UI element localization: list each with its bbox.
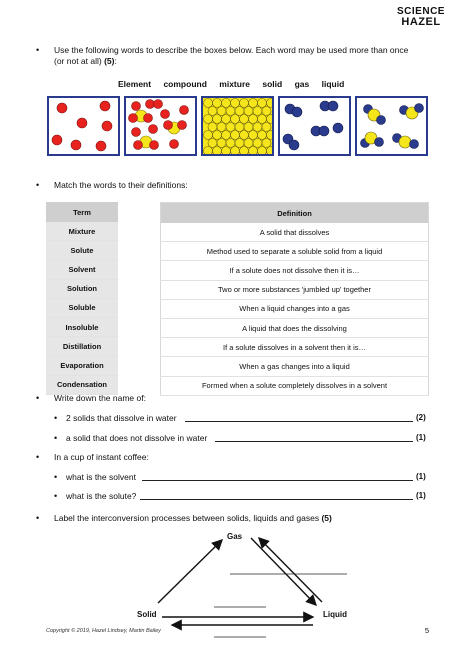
definition-cell: If a solute does not dissolve then it is…	[161, 261, 429, 280]
term-cell: Insoluble	[46, 317, 118, 336]
word-mixture: mixture	[219, 79, 250, 89]
q3-item1: 2 solids that dissolve in water	[66, 413, 177, 423]
bullet: •	[36, 452, 40, 462]
word-liquid: liquid	[321, 79, 345, 89]
term-cell: Mixture	[46, 222, 118, 241]
bullet: •	[54, 433, 58, 443]
q1-prompt-line2: (or not at all)	[54, 56, 102, 66]
q1-prompt-line1: Use the following words to describe the boxes below. Each word may be used more than once	[54, 45, 409, 55]
term-cell: Condensation	[46, 375, 118, 394]
word-compound: compound	[163, 79, 207, 89]
label-solid: Solid	[137, 610, 157, 619]
q1-prompt: Use the following words to describe the boxes below. Each word may be used more than once (or not at all) (5):	[54, 45, 409, 66]
arrow-solid-to-gas	[158, 540, 222, 603]
term-cell: Solvent	[46, 260, 118, 279]
bullet: •	[36, 180, 40, 190]
term-cell: Solute	[46, 241, 118, 260]
term-cell: Soluble	[46, 298, 118, 317]
word-element: Element	[118, 79, 152, 89]
arrow-gas-to-liquid	[251, 538, 316, 605]
term-cell: Solution	[46, 279, 118, 298]
page-number: 5	[424, 626, 429, 635]
q1-marks: (5)	[104, 56, 115, 66]
word-gas: gas	[294, 79, 310, 89]
bullet: •	[54, 413, 58, 423]
arrow-liquid-to-gas	[259, 538, 322, 602]
bullet: •	[54, 491, 58, 501]
definition-cell: Method used to separate a soluble solid from a liquid	[161, 242, 429, 261]
term-header: Term	[46, 202, 118, 222]
definition-cell: A liquid that does the dissolving	[161, 318, 429, 337]
term-cell: Evaporation	[46, 356, 118, 375]
definition-cell: Two or more substances 'jumbled up' together	[161, 280, 429, 299]
q4-item2-marks: (1)	[416, 491, 426, 500]
bullet: •	[54, 472, 58, 482]
logo-line2: HAZEL	[401, 16, 441, 28]
definition-cell: When a gas changes into a liquid	[161, 357, 429, 376]
q5-prompt-text: Label the interconversion processes between solids, liquids and gases	[54, 513, 320, 523]
term-cell: Distillation	[46, 337, 118, 356]
bullet: •	[36, 513, 40, 523]
q4-item2: what is the solute?	[66, 491, 137, 501]
word-solid: solid	[262, 79, 283, 89]
definition-cell: If a solute dissolves in a solvent then it is…	[161, 338, 429, 357]
q2-prompt: Match the words to their definitions:	[54, 180, 188, 190]
q3-item2-marks: (1)	[416, 433, 426, 442]
bullet: •	[36, 45, 40, 55]
q3-prompt: Write down the name of:	[54, 393, 146, 403]
definition-header: Definition	[161, 203, 429, 224]
q4-prompt: In a cup of instant coffee:	[54, 452, 149, 462]
definition-cell: A solid that dissolves	[161, 223, 429, 242]
label-liquid: Liquid	[323, 610, 347, 619]
q4-item1: what is the solvent	[66, 472, 136, 482]
bullet: •	[36, 393, 40, 403]
logo-line1: SCIENCE	[397, 6, 445, 17]
definition-cell: When a liquid changes into a gas	[161, 299, 429, 318]
copyright-footer: Copyright © 2019, Hazel Lindsey, Martin Bailey	[46, 628, 161, 634]
definition-cell: Formed when a solute completely dissolves in a solvent	[161, 376, 429, 395]
q3-item1-marks: (2)	[416, 413, 426, 422]
label-gas: Gas	[227, 532, 243, 541]
q4-item1-marks: (1)	[416, 472, 426, 481]
q5-marks: (5)	[321, 513, 332, 523]
q3-item2: a solid that does not dissolve in water	[66, 433, 208, 443]
